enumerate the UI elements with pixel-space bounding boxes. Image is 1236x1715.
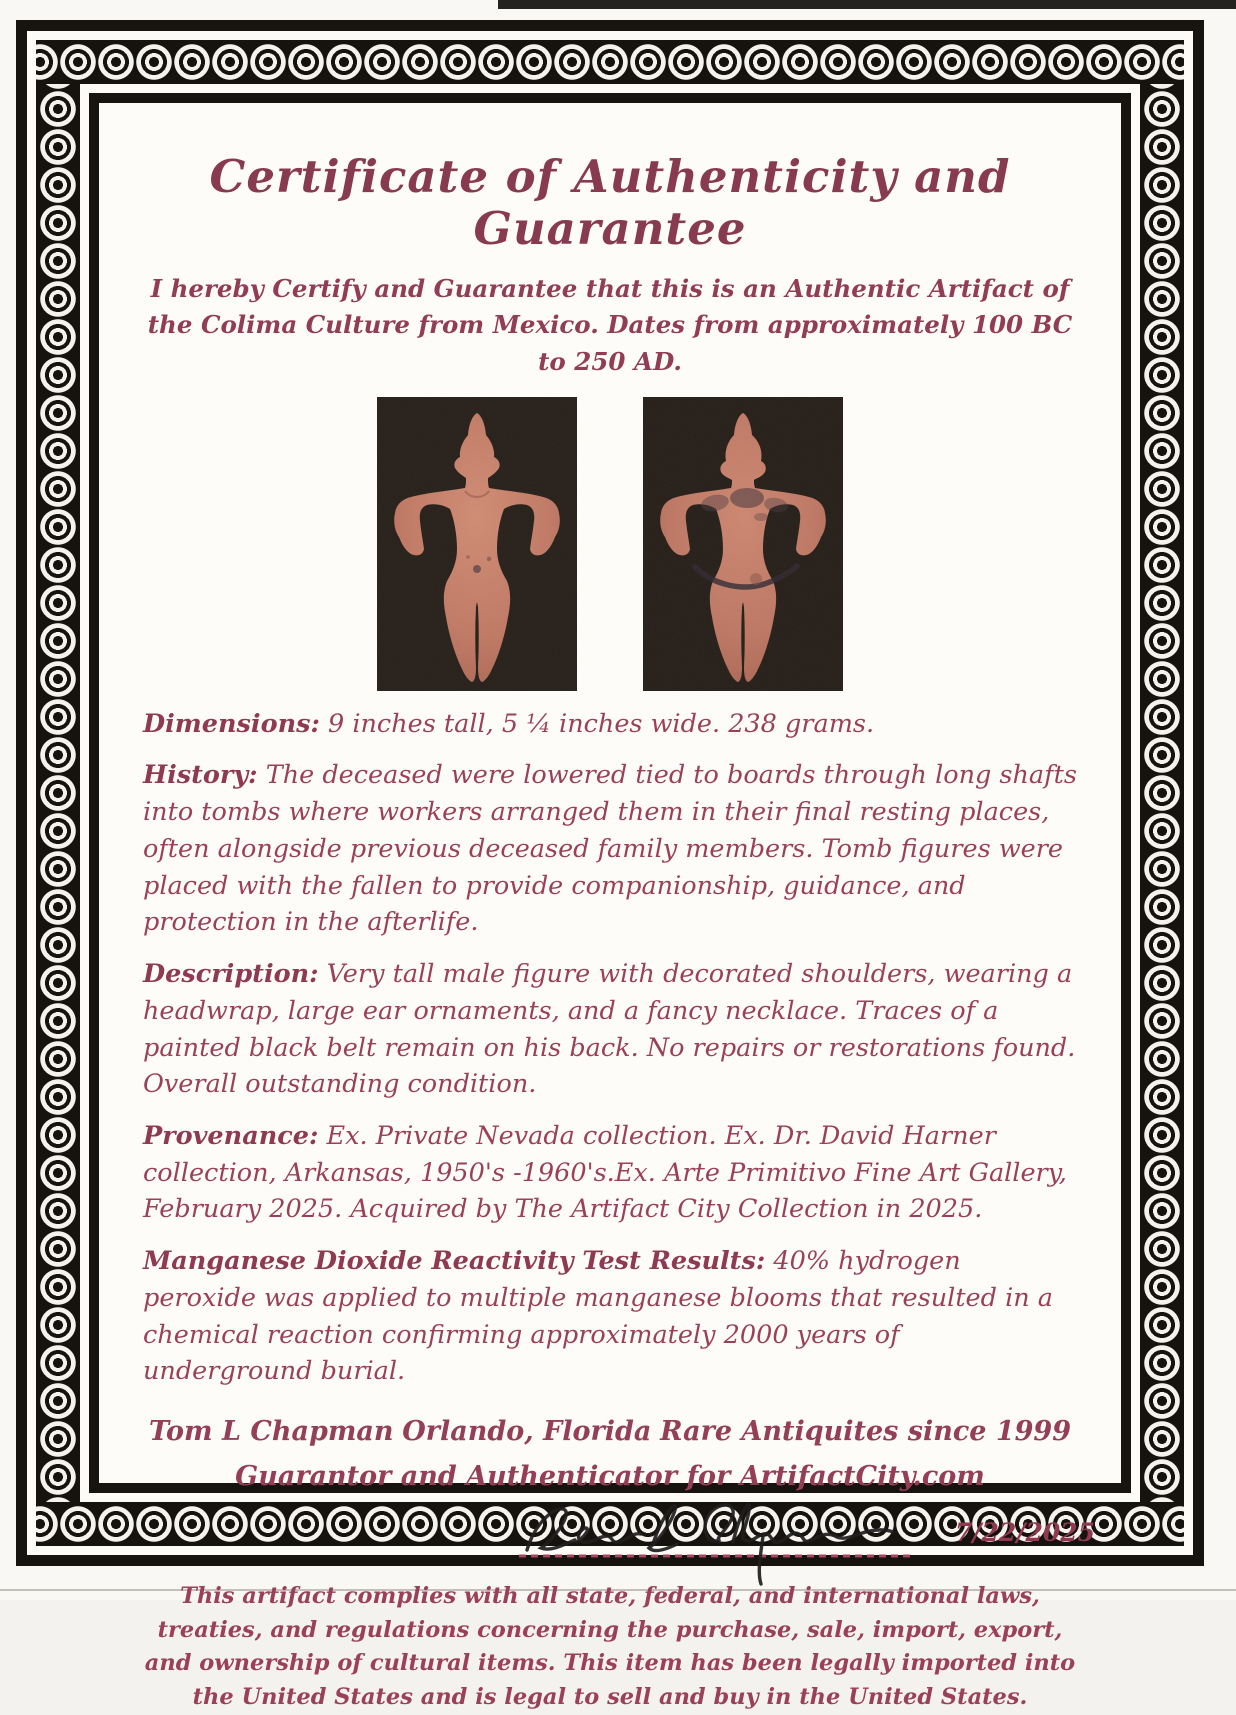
signature-date: 7/22/2025 bbox=[955, 1517, 1096, 1547]
provenance-label: Provenance: bbox=[143, 1120, 319, 1151]
history-text: The deceased were lowered tied to boards through long shafts into tombs where workers arranged them in their final resting places, often alongside previous deceased family members. Tomb figures were placed with the fallen to provide companionship, guidance, and protection in the afterlife. bbox=[143, 760, 1077, 938]
colima-figure-back-photo bbox=[643, 397, 843, 691]
authenticator-name: Tom L Chapman bbox=[149, 1415, 394, 1447]
circle-border-right bbox=[1140, 84, 1184, 1502]
handwritten-signature bbox=[511, 1478, 951, 1590]
dimensions-text: 9 inches tall, 5 ¼ inches wide. 238 grams. bbox=[328, 708, 875, 739]
certification-statement: I hereby Certify and Guarantee that this is an Authentic Artifact of the Colima Culture from Mexico. Dates from approximately 100 BC to 250 AD. bbox=[147, 273, 1073, 376]
test-results-section bbox=[143, 1243, 1077, 1390]
history-label: History: bbox=[143, 760, 258, 791]
test-results-text: 40% hydrogen peroxide was applied to multiple manganese blooms that resulted in a chemical reaction confirming approximately 2000 years of underground burial. bbox=[143, 1246, 1053, 1387]
provenance-section bbox=[143, 1118, 1077, 1228]
guarantor-line: Guarantor and Authenticator for ArtifactCity.com bbox=[235, 1460, 985, 1492]
dimensions-label: Dimensions: bbox=[143, 708, 320, 739]
authenticator-tagline: Rare Antiquites since 1999 bbox=[660, 1415, 1071, 1447]
signature-row bbox=[143, 1492, 1096, 1576]
ornamental-frame bbox=[16, 20, 1204, 1711]
artifact-photos bbox=[143, 397, 1077, 691]
colima-figure-front-photo bbox=[377, 397, 577, 691]
description-section bbox=[143, 956, 1077, 1103]
provenance-text: Ex. Private Nevada collection. Ex. Dr. David Harner collection, Arkansas, 1950's -1960's.Ex. Arte Primitivo Fine Art Gallery, February 2025. Acquired by The Artifact City Collection in 2025. bbox=[143, 1120, 1067, 1225]
description-label: Description: bbox=[143, 959, 319, 990]
scan-artifact-top bbox=[498, 0, 1236, 9]
test-results-label: Manganese Dioxide Reactivity Test Results: bbox=[143, 1246, 766, 1277]
circle-border-left bbox=[36, 84, 80, 1502]
circle-border-top bbox=[36, 40, 1184, 84]
authenticator-byline bbox=[149, 1416, 1071, 1447]
history-section bbox=[143, 757, 1077, 941]
description-text: Very tall male figure with decorated shoulders, wearing a headwrap, large ear ornaments, and a fancy necklace. Traces of a painted black belt remain on his back. No repairs or restorations found. Overall outstanding condition. bbox=[143, 959, 1076, 1100]
authenticator-location: Orlando, Florida bbox=[402, 1415, 652, 1447]
certificate-body bbox=[89, 93, 1131, 1711]
certificate-title: Certificate of Authenticity and Guarantee bbox=[209, 150, 1011, 255]
legal-statement: This artifact complies with all state, federal, and international laws, treaties, and regulations concerning the purchase, sale, import, export, and ownership of cultural items. This item has been legally imported into the United States and is legal to sell and buy in the United States. bbox=[144, 1582, 1076, 1711]
dimensions-section bbox=[143, 706, 1077, 743]
